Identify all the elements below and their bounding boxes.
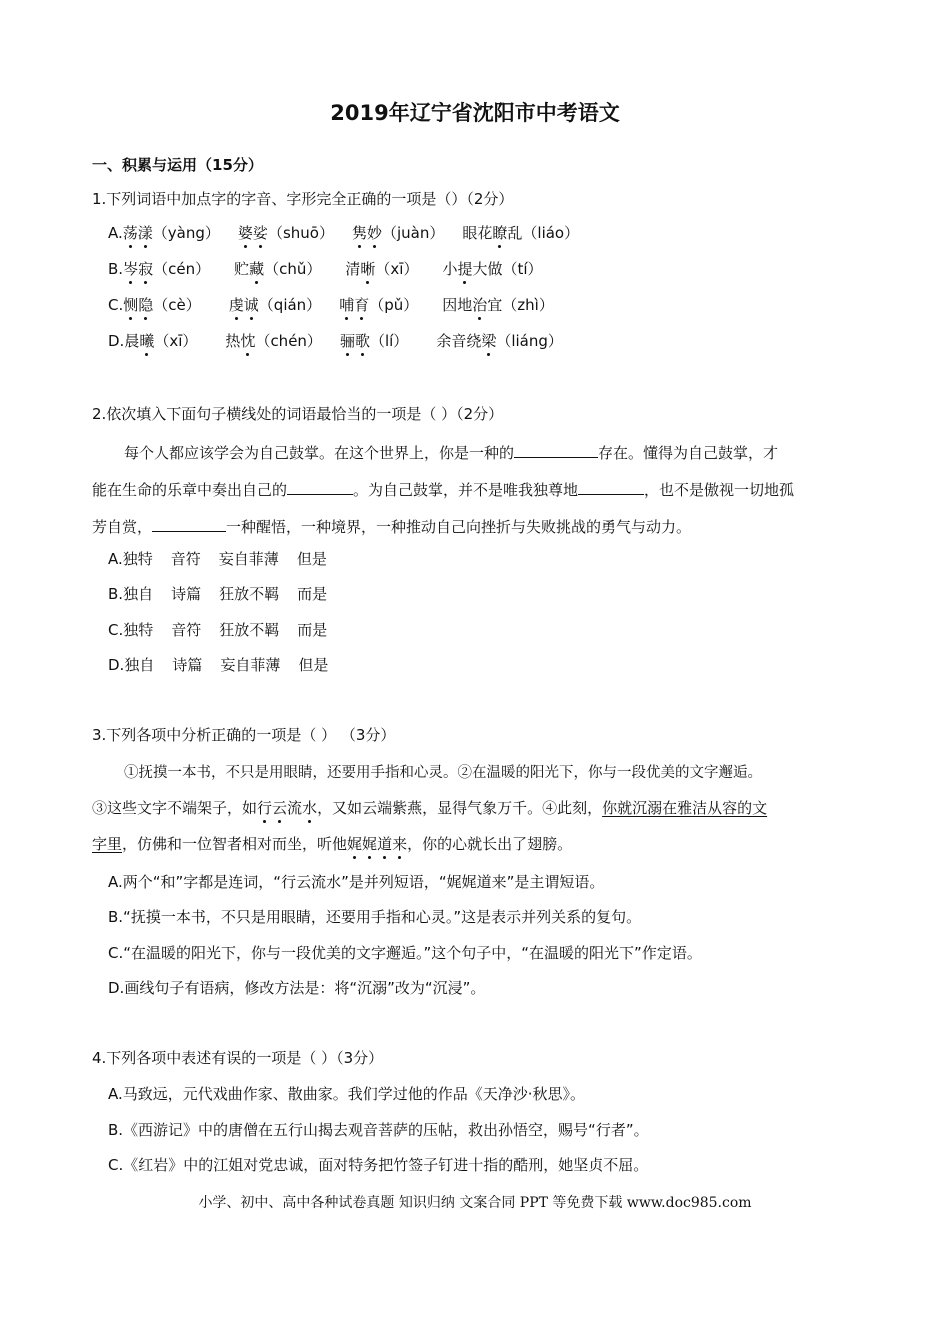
option-label: A. xyxy=(108,550,123,568)
q2-option-d: D.独自 诗篇 妄自菲薄 但是 xyxy=(108,656,329,674)
q2-stem: 2.依次填入下面句子横线处的词语最恰当的一项是（ ）（2分） xyxy=(92,405,504,423)
dotted-char: 恻 xyxy=(123,296,139,314)
q3-passage-line3: 字里，仿佛和一位智者相对而坐，听他娓娓道来，你的心就长出了翅膀。 xyxy=(92,835,573,853)
q2-option-c: C.独特 音符 狂放不羁 而是 xyxy=(108,621,328,639)
option-label: A. xyxy=(108,224,123,242)
pinyin: （xī） xyxy=(375,260,419,278)
pinyin: （pǔ） xyxy=(369,296,419,314)
dotted-char: 岑 xyxy=(123,260,139,278)
q1-option-d: D.晨曦（xī） 热忱（chén） 骊歌（lí） 余音绕梁（liáng） xyxy=(108,332,563,350)
dotted-char: 藏 xyxy=(249,260,265,278)
dotted-char: 虔 xyxy=(228,296,244,314)
q3-stem: 3.下列各项中分析正确的一项是（ ） （3分） xyxy=(92,726,396,744)
page-title: 2019年辽宁省沈阳市中考语文 xyxy=(330,101,620,125)
section-heading: 一、积累与运用（15分） xyxy=(92,156,263,174)
underlined-sentence: 你就沉溺在雅洁从容的文 xyxy=(602,799,768,817)
q2-passage-line1: 每个人都应该学会为自己鼓掌。在这个世界上，你是一种的 存在。懂得为自己鼓掌，才 xyxy=(124,444,779,462)
pinyin: （qián） xyxy=(258,296,322,314)
option-label: B. xyxy=(108,585,124,603)
q4-stem: 4.下列各项中表述有误的一项是（ ）（3分） xyxy=(92,1049,384,1067)
dotted-char: 曦 xyxy=(139,332,155,350)
pinyin: （tí） xyxy=(502,260,543,278)
q1-option-c: C.恻隐（cè） 虔诚（qián） 哺育（pǔ） 因地治宜（zhì） xyxy=(108,296,554,314)
fill-blank-3 xyxy=(578,479,644,495)
dotted-char: 晰 xyxy=(360,260,376,278)
pinyin: （chén） xyxy=(255,332,322,350)
dotted-char: 漾 xyxy=(137,224,153,242)
q1-option-b: B.岑寂（cén） 贮藏（chǔ） 清晰（xī） 小提大做（tí） xyxy=(108,260,543,278)
fill-blank-2 xyxy=(287,479,353,495)
dotted-char: 歌 xyxy=(354,332,370,350)
q3-option-c: C.“在温暖的阳光下，你与一段优美的文字邂逅。”这个句子中，“在温暖的阳光下”作定语。 xyxy=(108,944,702,962)
pinyin: （liáng） xyxy=(496,332,563,350)
q4-option-a: A.马致远，元代戏曲作家、散曲家。我们学过他的作品《天净沙·秋思》。 xyxy=(108,1085,586,1103)
q2-passage-line3: 芳自赏， 一种醒悟，一种境界，一种推动自己向挫折与失败挑战的勇气与动力。 xyxy=(92,518,692,536)
q3-passage-line2: ③这些文字不端架子，如行云流水，又如云端紫燕，显得气象万千。④此刻，你就沉溺在雅洁从容的文 xyxy=(92,799,768,817)
q2-option-b: B.独自 诗篇 狂放不羁 而是 xyxy=(108,585,328,603)
pinyin: （juàn） xyxy=(381,224,445,242)
dotted-char: 提 xyxy=(457,260,473,278)
option-label: B. xyxy=(108,260,124,278)
option-label: C. xyxy=(108,296,124,314)
underlined-sentence: 字里 xyxy=(92,835,123,853)
q3-option-a: A.两个“和”字都是连词，“行云流水”是并列短语，“娓娓道来”是主谓短语。 xyxy=(108,873,605,891)
dotted-char: 婆 xyxy=(237,224,253,242)
q4-option-c: C.《红岩》中的江姐对党忠诚，面对特务把竹签子钉进十指的酷刑，她坚贞不屈。 xyxy=(108,1156,649,1174)
q4-option-b: B.《西游记》中的唐僧在五行山揭去观音菩萨的压帖，救出孙悟空，赐号“行者”。 xyxy=(108,1121,649,1139)
q3-option-d: D.画线句子有语病，修改方法是：将“沉溺”改为“沉浸”。 xyxy=(108,979,486,997)
dotted-char: 娑 xyxy=(252,224,268,242)
pinyin: （xī） xyxy=(154,332,198,350)
dotted-char: 娓 xyxy=(347,835,363,853)
option-label: C. xyxy=(108,621,124,639)
pinyin: （cè） xyxy=(153,296,201,314)
pinyin: （zhì） xyxy=(502,296,554,314)
dotted-char: 隽 xyxy=(351,224,367,242)
dotted-char: 忱 xyxy=(240,332,256,350)
option-label: D. xyxy=(108,656,125,674)
dotted-char: 治 xyxy=(472,296,488,314)
dotted-char: 妙 xyxy=(366,224,382,242)
q1-stem: 1.下列词语中加点字的字音、字形完全正确的一项是（）（2分） xyxy=(92,190,514,208)
dotted-char: 寂 xyxy=(138,260,154,278)
dotted-char: 娓 xyxy=(362,835,378,853)
q3-option-b: B.“抚摸一本书，不只是用眼睛，还要用手指和心灵。”这是表示并列关系的复句。 xyxy=(108,908,642,926)
dotted-char: 瞭 xyxy=(492,224,508,242)
pinyin: （yàng） xyxy=(152,224,220,242)
dotted-char: 育 xyxy=(354,296,370,314)
q1-option-a: A.荡漾（yàng） 婆娑（shuō） 隽妙（juàn） 眼花瞭乱（liáo） xyxy=(108,224,580,242)
dotted-char: 云 xyxy=(272,799,288,817)
q2-option-a: A.独特 音符 妄自菲薄 但是 xyxy=(108,550,327,568)
pinyin: （chǔ） xyxy=(264,260,322,278)
dotted-char: 荡 xyxy=(122,224,138,242)
dotted-char: 哺 xyxy=(339,296,355,314)
pinyin: （lí） xyxy=(369,332,409,350)
q2-passage-line2: 能在生命的乐章中奏出自己的 。为自己鼓掌，并不是唯我独尊地 ，也不是傲视一切地孤 xyxy=(92,481,795,499)
fill-blank-4 xyxy=(152,516,226,532)
dotted-char: 来 xyxy=(392,835,408,853)
pinyin: （liáo） xyxy=(522,224,580,242)
dotted-char: 梁 xyxy=(481,332,497,350)
fill-blank-1 xyxy=(514,442,598,458)
option-label: D. xyxy=(108,332,125,350)
dotted-char: 隐 xyxy=(138,296,154,314)
dotted-char: 诚 xyxy=(243,296,259,314)
pinyin: （shuō） xyxy=(267,224,334,242)
dotted-char: 道 xyxy=(377,835,393,853)
q3-passage-line1: ①抚摸一本书，不只是用眼睛，还要用手指和心灵。②在温暖的阳光下，你与一段优美的文字邂逅。 xyxy=(124,765,762,781)
dotted-char: 骊 xyxy=(339,332,355,350)
dotted-char: 水 xyxy=(302,799,318,817)
page-footer: 小学、初中、高中各种试卷真题 知识归纳 文案合同 PPT 等免费下载 www.doc985.com xyxy=(198,1195,752,1211)
dotted-char: 行 xyxy=(257,799,273,817)
pinyin: （cén） xyxy=(153,260,211,278)
